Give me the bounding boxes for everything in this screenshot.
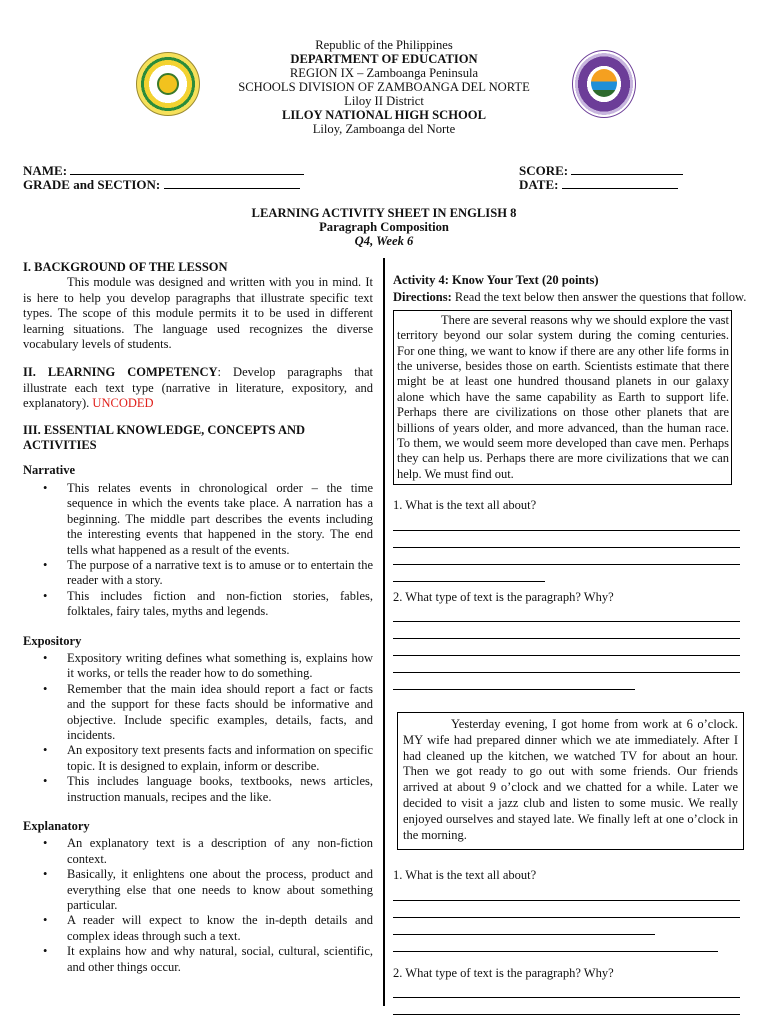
date-field [519,177,678,193]
competency-text: : Develop paragraphs that illustrate each text type (narrative in literature, expository, and explanatory). [23,365,373,411]
sheet-week: Q4, Week 6 [354,234,414,248]
list-item: • Remember that the main idea should report a fact or facts and the support for these facts should be informative and objective. Include specific examples, details, facts, and incidents. [23,682,373,744]
score-blank[interactable] [571,163,683,175]
header-district: Liloy II District [344,94,424,108]
grade-label: GRADE and SECTION: [23,177,161,192]
question-1a: 1. What is the text all about? [393,498,537,513]
directions-text: Read the text below then answer the questions that follow. [451,290,747,305]
document-header [0,38,768,136]
competency-heading: II. LEARNING COMPETENCY [23,365,218,380]
expository-list [23,651,373,805]
answer-lines-1b[interactable] [393,884,740,952]
question-2a: 2. What type of text is the paragraph? Why? [393,589,614,604]
sheet-subtitle: Paragraph Composition [319,220,449,234]
narrative-list [23,481,373,620]
list-item: • The purpose of a narrative text is to amuse or to entertain the reader with a story. [23,558,373,589]
header-address: Liloy, Zamboanga del Norte [312,122,456,136]
score-label: SCORE: [519,163,569,178]
activity-title: Activity 4: Know Your Text (20 points) [393,273,599,287]
explanatory-heading: Explanatory [23,819,90,833]
essential-knowledge-heading: III. ESSENTIAL KNOWLEDGE, CONCEPTS AND ACTIVITIES [23,422,306,453]
answer-lines-1a[interactable] [393,514,740,582]
name-blank[interactable] [70,163,304,175]
grade-blank[interactable] [164,177,300,189]
left-column [23,260,373,975]
list-item: • This includes language books, textbooks, news articles, instruction manuals, recipes and the like. [23,774,373,805]
header-region: REGION IX – Zamboanga Peninsula [289,66,479,80]
name-label: NAME: [23,163,68,178]
sheet-title: LEARNING ACTIVITY SHEET IN ENGLISH 8 [251,206,517,220]
list-item: • This includes fiction and non-fiction stories, fables, folktales, fairy tales, myths and legends. [23,589,373,620]
uncoded-label: UNCODED [92,396,154,411]
header-school: LILOY NATIONAL HIGH SCHOOL [282,108,486,122]
background-text: This module was designed and written with you in mind. It is here to help you develop paragraphs that illustrate specific text types. The scope of this module permits it to be used in different learning situations. The language used recognizes the diverse vocabulary levels of students. [23,275,373,352]
header-department: DEPARTMENT OF EDUCATION [290,52,478,66]
date-blank[interactable] [562,177,678,189]
list-item: • Basically, it enlightens one about the process, product and everything else that one needs to know about something particular. [23,867,373,913]
answer-lines-2b[interactable] [393,981,740,1015]
expository-heading: Expository [23,633,82,648]
right-column [393,273,747,1015]
background-heading: I. BACKGROUND OF THE LESSON [23,260,228,274]
explanatory-list [23,836,373,975]
narrative-heading: Narrative [23,463,76,478]
grade-field [23,177,300,193]
header-division: SCHOOLS DIVISION OF ZAMBOANGA DEL NORTE [238,80,530,94]
directions-label: Directions: [393,290,452,305]
list-item: • An explanatory text is a description of any non-fiction context. [23,836,373,867]
header-republic: Republic of the Philippines [315,38,453,52]
passage-box-1 [393,310,732,485]
passage-text-2: Yesterday evening, I got home from work at 6 o’clock. MY wife had prepared dinner which we ate immediately. After I had cleaned up the kitchen, we watched TV for about an hour. Then we got ready to go out with some friends. Our friends arrived at about 9 o’clock and we chatted for a while. Later we decided to visit a jazz club and listen to some music. We really enjoyed ourselves and stayed late. We finally left at one o’clock in the morning. [403,717,738,842]
directions [393,290,747,305]
answer-lines-2a[interactable] [393,605,740,690]
date-label: DATE: [519,177,559,192]
list-item: • It explains how and why natural, social, cultural, scientific, and other things occur. [23,944,373,975]
list-item: • A reader will expect to know the in-depth details and complex ideas through such a text. [23,913,373,944]
column-divider [383,258,385,1006]
passage-text-1: There are several reasons why we should explore the vast territory beyond our solar system during the coming centuries. For one thing, we want to know if there are any other life forms in the universe, besides those on earth. Scientists estimate that there might be at least one hundred thousand planets in our galaxy alone which have the same capability as Earth to support life. Perhaps there are civilizations on those other planets that are billions of years older, and more advanced, than the human race. To them, we would seem more developed than cave men. Perhaps they can help us. Perhaps there are more civilizations that we can help. We must find out. [397,312,729,481]
question-1b: 1. What is the text all about? [393,868,537,883]
passage-box-2 [397,712,744,850]
list-item: • This relates events in chronological order – the time sequence in which the events take place. A narration has a beginning. The middle part describes the events including the interesting events that happened in the story. The end tells what happened as a result of the events. [23,481,373,558]
list-item: • Expository writing defines what something is, explains how it works, or tells the reader how to do something. [23,651,373,682]
question-2b: 2. What type of text is the paragraph? Why? [393,965,614,980]
competency-paragraph [23,365,373,411]
list-item: • An expository text presents facts and information on specific topic. It is designed to explain, inform or describe. [23,743,373,774]
